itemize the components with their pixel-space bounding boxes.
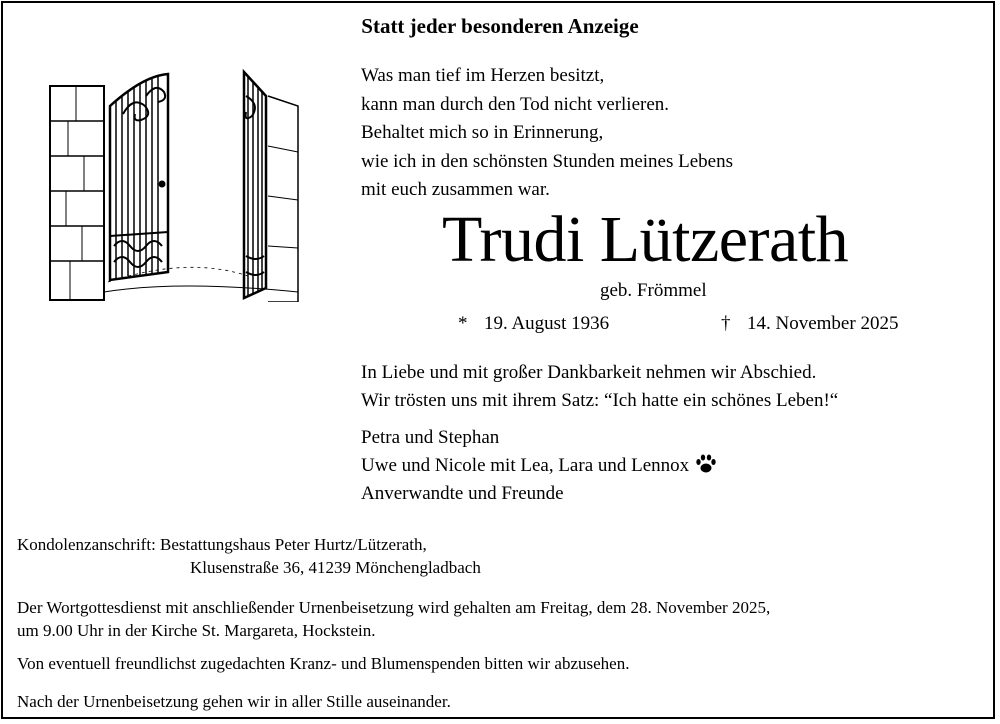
birth-date-line	[458, 313, 609, 335]
family-line-text: Uwe und Nicole mit Lea, Lara und Lennox	[361, 455, 690, 476]
service-info	[17, 596, 770, 642]
condolence-address-line1: Kondolenzanschrift: Bestattungshaus Peter Hurtz/Lützerath,	[17, 535, 427, 554]
farewell-line: Wir trösten uns mit ihrem Satz: “Ich hatte ein schönes Leben!“	[361, 390, 839, 411]
death-date-line	[721, 313, 898, 335]
poem-line: wie ich in den schönsten Stunden meines Lebens	[361, 150, 734, 172]
paw-print-icon	[695, 454, 717, 474]
poem-line: kann man durch den Tod nicht verlieren.	[361, 93, 670, 115]
poem-line: Was man tief im Herzen besitzt,	[361, 65, 605, 86]
deceased-name: Trudi Lützerath	[442, 203, 849, 276]
gate-illustration-icon	[48, 66, 300, 302]
family-list	[361, 424, 717, 508]
death-date: 14. November 2025	[747, 313, 899, 334]
family-line: Anverwandte und Freunde	[361, 483, 564, 504]
maiden-name: geb. Frömmel	[600, 280, 707, 301]
family-line: Petra und Stephan	[361, 427, 500, 448]
service-line: Der Wortgottesdienst mit anschließender Urnenbeisetzung wird gehalten am Freitag, dem 28. November 2025,	[17, 598, 771, 617]
family-line	[361, 452, 717, 480]
farewell-text	[361, 359, 838, 415]
header-title: Statt jeder besonderen Anzeige	[361, 14, 639, 38]
birth-symbol: *	[458, 313, 468, 334]
condolence-address-line2: Klusenstraße 36, 41239 Mönchengladbach	[190, 558, 481, 577]
poem-line: Behaltet mich so in Erinnerung,	[361, 122, 604, 143]
birth-date: 19. August 1936	[484, 313, 610, 334]
closing-note: Nach der Urnenbeisetzung gehen wir in aller Stille auseinander.	[17, 692, 451, 711]
poem	[361, 62, 733, 205]
farewell-line: In Liebe und mit großer Dankbarkeit nehmen wir Abschied.	[361, 362, 817, 383]
poem-line: mit euch zusammen war.	[361, 179, 550, 200]
service-line: um 9.00 Uhr in der Kirche St. Margareta, Hockstein.	[17, 621, 376, 640]
death-symbol: †	[721, 313, 731, 334]
flowers-note: Von eventuell freundlichst zugedachten Kranz- und Blumenspenden bitten wir abzusehen.	[17, 654, 630, 673]
